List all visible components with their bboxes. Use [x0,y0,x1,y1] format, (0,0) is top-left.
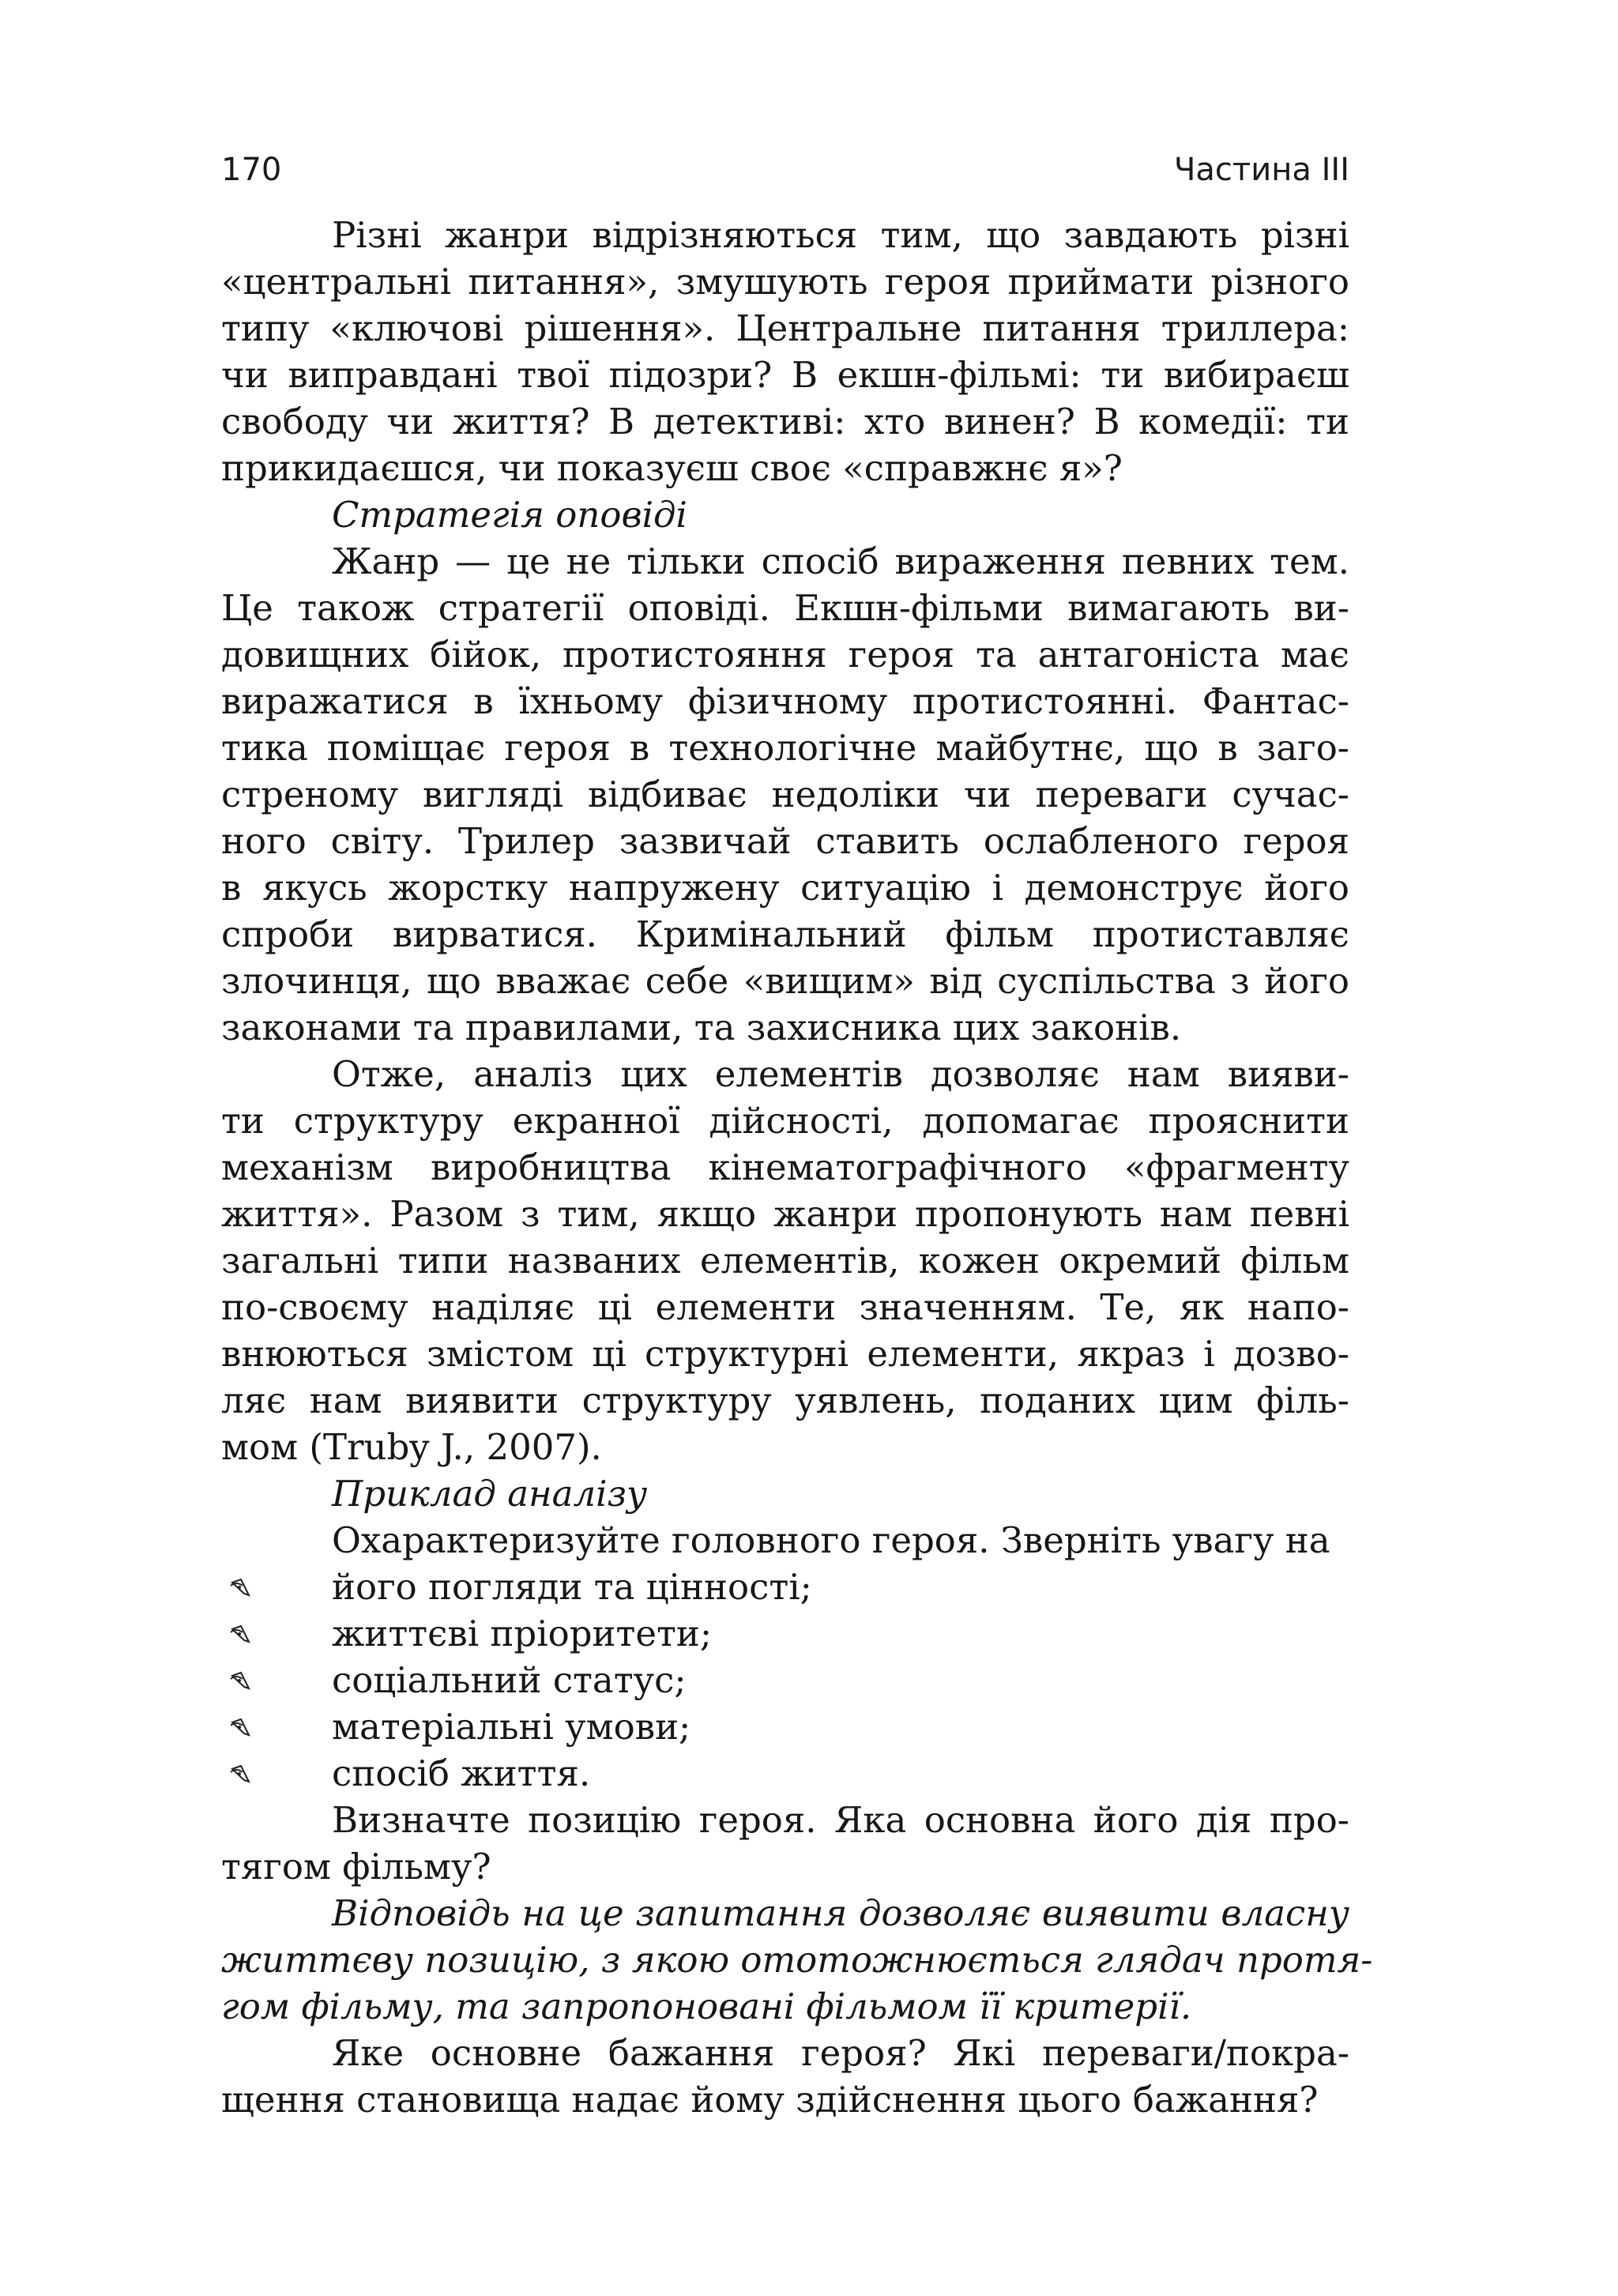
list-item-text: спосіб життя. [332,1752,591,1794]
text-line: злочинця, що вважає себе «вищим» від суспільства з його [221,960,1349,1002]
list-item-text: його погляди та цінності; [332,1566,812,1608]
list-item-text: соціальний статус; [332,1659,687,1701]
text-line: механізм виробництва кінематографічного «фрагменту [221,1146,1349,1188]
text-line: щення становища надає йому здійснення цього бажання? [221,2079,1319,2121]
text-line: Визначте позицію героя. Яка основна його дія про- [332,1799,1349,1841]
text-line: стреному вигляді відбиває недоліки чи переваги сучас- [221,773,1349,815]
text-line: життя». Разом з тим, якщо жанри пропонують нам певні [221,1193,1349,1235]
text-line: чи виправдані твої підозри? В екшн-фільмі: ти вибираєш [221,354,1349,396]
section-heading: Приклад аналізу [332,1473,648,1515]
text-line: законами та правилами, та захисника цих законів. [221,1007,1182,1048]
text-line: Яке основне бажання героя? Які переваги/покра- [332,2032,1349,2074]
list-item [221,1703,1349,1750]
list-item [221,1657,1349,1703]
text-line: ляє нам виявити структуру уявлень, поданих цим філь- [221,1379,1349,1421]
list-item [221,1564,1349,1610]
text-line: життєву позицію, з якою ототожнюється глядач протя- [221,1939,1373,1981]
text-line: «центральні питання», змушують героя приймати різного [221,261,1349,303]
text-line: загальні типи названих елементів, кожен окремий фільм [221,1240,1349,1282]
text-line: виражатися в їхньому фізичному протистоянні. Фантас- [221,680,1349,722]
body-text [221,212,1373,2123]
page-number: 170 [221,152,282,188]
list-item-text: життєві пріоритети; [332,1613,713,1654]
text-line: тика поміщає героя в технологічне майбутнє, що в заго- [221,727,1349,769]
text-line: ного світу. Трилер зазвичай ставить ослабленого героя [221,820,1349,862]
text-line: мом (Truby J., 2007). [221,1426,602,1468]
text-line: ти структуру екранної дійсності, допомагає прояснити [221,1100,1349,1142]
text-line: Це також стратегії оповіді. Екшн-фільми вимагають ви- [221,587,1349,629]
list-item [221,1610,1349,1657]
pen-nib-icon [224,1750,256,1797]
pen-nib-icon [224,1703,256,1750]
list-item-text: матеріальні умови; [332,1706,691,1748]
text-line: внюються змістом ці структурні елементи, якраз і дозво- [221,1333,1349,1375]
text-line: Жанр — це не тільки спосіб вираження певних тем. [332,540,1349,582]
running-head [221,146,1349,194]
text-line: Різні жанри відрізняються тим, що завдають різні [332,214,1349,256]
text-line: по-своєму наділяє ці елементи значенням. Те, як напо- [221,1286,1349,1328]
pen-nib-icon [224,1564,256,1610]
section-heading: Стратегія оповіді [332,494,687,536]
text-line: типу «ключові рішення». Центральне питання триллера: [221,307,1349,349]
section-title: Частина III [1174,152,1349,188]
text-line: спроби вирватися. Кримінальний фільм протиставляє [221,913,1349,955]
text-line: Охарактеризуйте головного героя. Зверніть увагу на [332,1519,1330,1561]
pen-nib-icon [224,1610,256,1657]
pen-nib-icon [224,1657,256,1703]
text-line: прикидаєшся, чи показуєш своє «справжнє я»? [221,447,1123,489]
text-line: тягом фільму? [221,1846,491,1888]
text-line: Відповідь на це запитання дозволяє виявити власну [332,1892,1349,1934]
text-line: в якусь жорстку напружену ситуацію і демонструє його [221,867,1349,909]
text-line: свободу чи життя? В детективі: хто винен? В комедії: ти [221,401,1349,442]
text-line: Отже, аналіз цих елементів дозволяє нам вияви- [332,1053,1349,1095]
list-item [221,1750,1349,1797]
text-line: довищних бійок, протистояння героя та антагоніста має [221,634,1349,676]
text-line: гом фільму, та запропоновані фільмом її критерії. [221,1985,1192,2027]
